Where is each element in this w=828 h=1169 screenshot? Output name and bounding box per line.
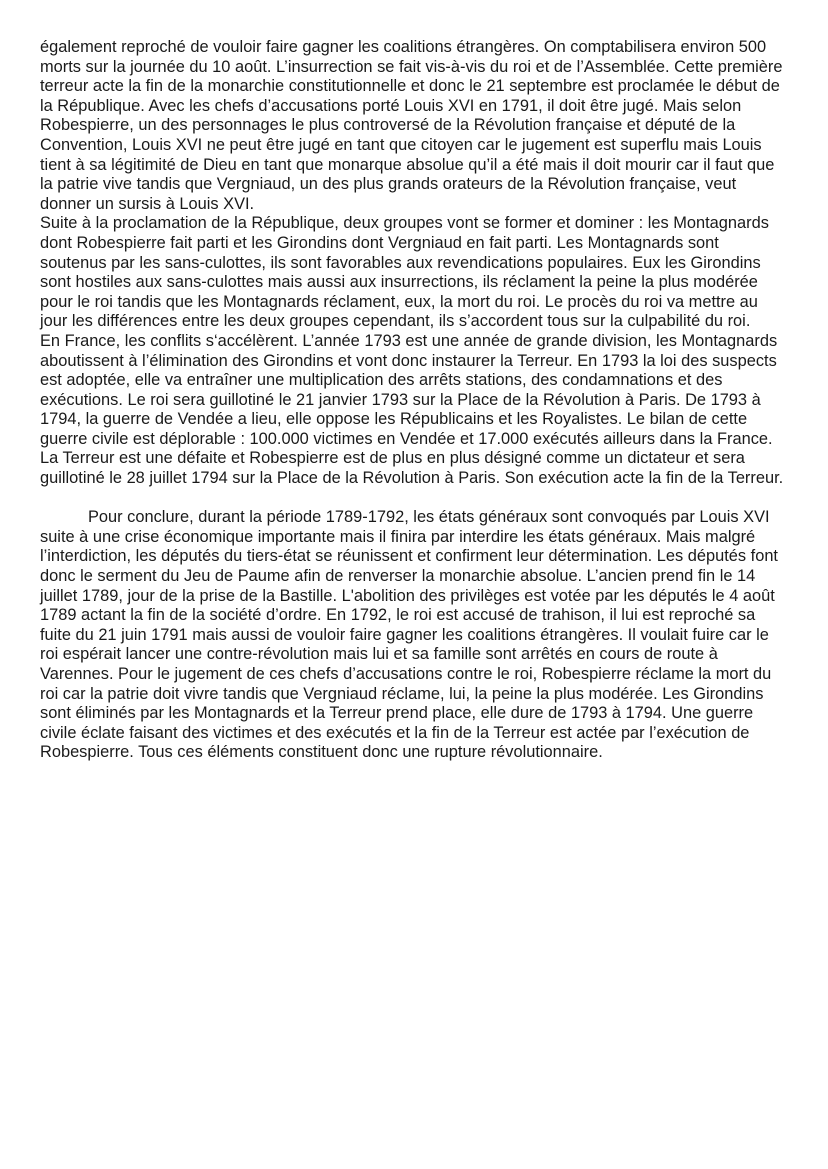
paragraph-spacer xyxy=(40,489,788,509)
paragraph-trial-of-king: également reproché de vouloir faire gagner les coalitions étrangères. On comptabilisera environ 500 morts sur la journée du 10 août. L’insurrection se fait vis-à-vis du roi et de l’Assemblée. Cette première terreur acte la fin de la monarchie constitutionnelle et donc le 21 septembre est proclamée le début de la République. Avec les chefs d’accusations porté Louis XVI en 1791, il doit être jugé. Mais selon Robespierre, un des personnages le plus controversé de la Révolution française et député de la Convention, Louis XVI ne peut être jugé en tant que citoyen car le jugement est superflu mais Louis tient à sa légitimité de Dieu en tant que monarque absolue qu’il a été mais il doit mourir car il faut que la patrie vive tandis que Vergniaud, un des plus grands orateurs de la Révolution française, veut donner un sursis à Louis XVI. xyxy=(40,38,783,213)
paragraph-conclusion: Pour conclure, durant la période 1789-1792, les états généraux sont convoqués par Louis XVI suite à une crise économique importante mais il finira par interdire les états généraux. Mais malgré l’interdiction, les députés du tiers-état se réunissent et confirment leur détermination. Les députés font donc le serment du Jeu de Paume afin de renverser la monarchie absolue. L’ancien prend fin le 14 juillet 1789, jour de la prise de la Bastille. L'abolition des privilèges est votée par les députés le 4 août 1789 actant la fin de la société d’ordre. En 1792, le roi est accusé de trahison, il lui est reproché sa fuite du 21 juin 1791 mais aussi de vouloir faire gagner les coalitions étrangères. Il voulait fuire car le roi espérait lancer une contre-révolution mais lui et sa famille sont arrêtés en cours de route à Varennes. Pour le jugement de ces chefs d’accusations contre le roi, Robespierre réclame la mort du roi car la patrie doit vivre tandis que Vergniaud réclame, lui, la peine la plus modérée. Les Girondins sont éliminés par les Montagnards et la Terreur prend place, elle dure de 1793 à 1794. Une guerre civile éclate faisant des victimes et des exécutés et la fin de la Terreur est actée par l’exécution de Robespierre. Tous ces éléments constituent donc une rupture révolutionnaire. xyxy=(40,508,778,762)
paragraph-montagnards-girondins: Suite à la proclamation de la République, deux groupes vont se former et dominer : les Montagnards dont Robespierre fait parti et les Girondins dont Vergniaud en fait parti. Les Montagnards sont soutenus par les sans-culottes, ils sont favorables aux revendications populaires. Eux les Girondins sont hostiles aux sans-culottes mais aussi aux insurrections, ils réclament la peine la plus modérée pour le roi tandis que les Montagnards réclament, eux, la mort du roi. Le procès du roi va mettre au jour les différences entre les deux groupes cependant, ils s’accordent tous sur la culpabilité du roi. xyxy=(40,214,769,331)
document-page xyxy=(40,38,788,763)
paragraph-terreur: En France, les conflits s‘accélèrent. L’année 1793 est une année de grande division, les Montagnards aboutissent à l’élimination des Girondins et vont donc instaurer la Terreur. En 1793 la loi des suspects est adoptée, elle va entraîner une multiplication des arrêts stations, des condamnations et des exécutions. Le roi sera guillotiné le 21 janvier 1793 sur la Place de la Révolution à Paris. De 1793 à 1794, la guerre de Vendée a lieu, elle oppose les Républicains et les Royalistes. Le bilan de cette guerre civile est déplorable : 100.000 victimes en Vendée et 17.000 exécutés ailleurs dans la France. La Terreur est une défaite et Robespierre est de plus en plus désigné comme un dictateur et sera guillotiné le 28 juillet 1794 sur la Place de la Révolution à Paris. Son exécution acte la fin de la Terreur. xyxy=(40,331,784,488)
